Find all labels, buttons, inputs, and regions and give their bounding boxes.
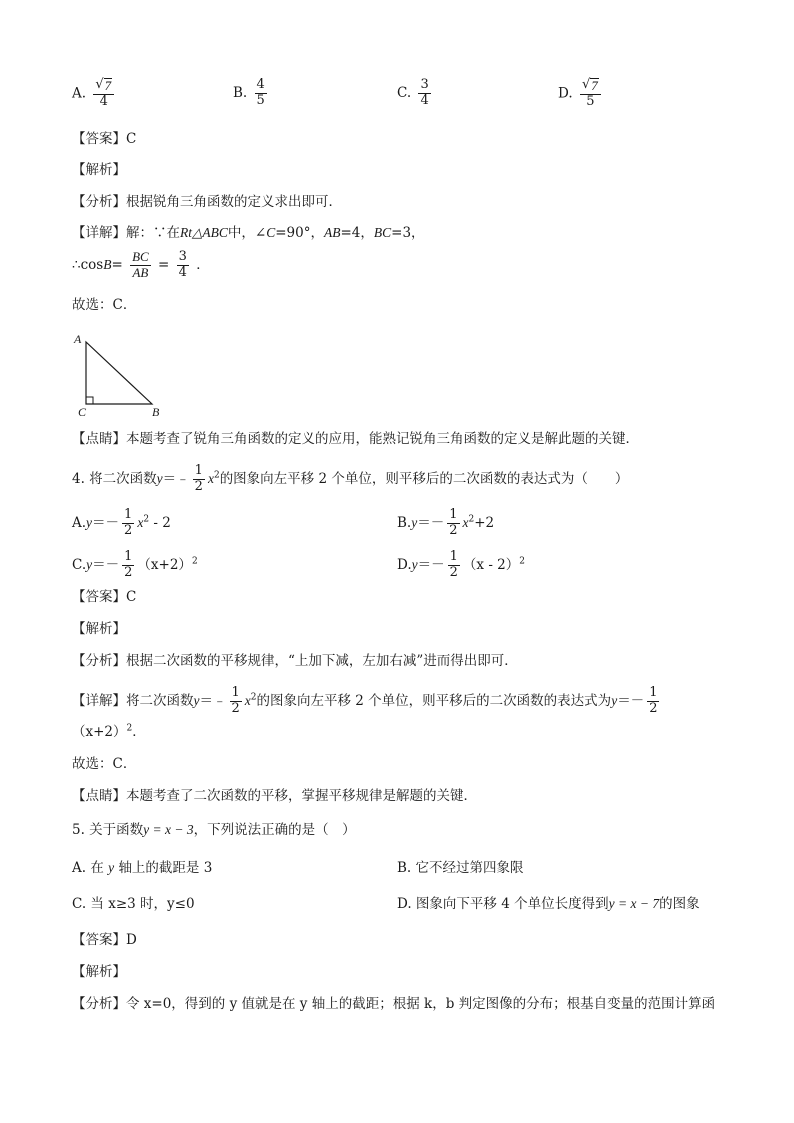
q3-option-a — [72, 78, 117, 110]
vertex-b-label: B — [152, 405, 160, 419]
option-label: A. — [72, 85, 87, 102]
fraction: $\frac{4}{5}$ — [256, 77, 265, 108]
q5-fenxi: 【分析】令 x=0，得到的 y 值就是在 y 轴上的截距；根据 k，b 判定图像的分布；根基自变量的范围计算函 — [72, 996, 716, 1012]
q3-cos-formula: ∴cosB= $\frac{BC}{AB}$ = $\frac{3}{4}$ ． — [72, 249, 210, 280]
fraction: $\frac{1}{2}$ — [124, 507, 133, 538]
triangle-shape — [86, 342, 152, 404]
option-label: B. — [233, 84, 248, 101]
q4-fenxi: 【分析】根据二次函数的平移规律，“上加下减，左加右减”进而得出即可． — [72, 653, 518, 669]
q4-answer: 【答案】C — [72, 589, 137, 605]
q5-option-a: A. 在 y 轴上的截距是 3 — [72, 860, 213, 876]
right-angle-mark — [86, 397, 93, 404]
fraction: √ 7 5 — [580, 78, 601, 110]
q4-stem: 4. 将二次函数y＝﹣ $\frac{1}{2}$ $x^2$的图象向左平移 2 个单位，则平移后的二次函数的表达式为（ ） — [72, 463, 629, 494]
q3-xiangjie: 【详解】解：∵在Rt△ABC中，∠C=90°，AB=4，BC=3， — [72, 225, 425, 241]
q3-option-c — [397, 78, 434, 109]
q4-option-c: C.y＝－ $\frac{1}{2}$ $(x+2)^2$ — [72, 549, 198, 580]
q4-option-a: A.y＝－ $\frac{1}{2}$ $x^2 - 2$ — [72, 507, 171, 538]
fraction: $\frac{1}{2}$ — [194, 463, 203, 494]
fraction: √ 7 4 — [93, 78, 114, 110]
fraction: $\frac{1}{2}$ — [449, 549, 458, 580]
q4-jiexi: 【解析】 — [72, 621, 126, 637]
vertex-c-label: C — [78, 405, 87, 419]
fraction: $\frac{1}{2}$ — [124, 549, 133, 580]
q4-option-b: B.y＝－ $\frac{1}{2}$ $x^2+2$ — [397, 507, 495, 538]
q3-jiexi: 【解析】 — [72, 162, 126, 178]
fraction: $\frac{3}{4}$ — [178, 249, 187, 280]
q3-option-d — [558, 78, 604, 110]
q3-answer: 【答案】C — [72, 131, 137, 147]
vertex-a-label: A — [74, 332, 82, 346]
q3-fenxi: 【分析】根据锐角三角函数的定义求出即可． — [72, 194, 342, 210]
q4-dianjing: 【点睛】本题考查了二次函数的平移，掌握平移规律是解题的关键． — [72, 788, 477, 804]
option-label: C. — [397, 84, 412, 101]
q3-guxuan: 故选：C． — [72, 297, 137, 313]
q4-guxuan: 故选：C． — [72, 756, 137, 772]
q4-xiangjie: 【详解】将二次函数y＝﹣ $\frac{1}{2}$ $x^2$的图象向左平移 2 个单位，则平移后的二次函数的表达式为y＝－ $\frac{1}{2}$ — [72, 685, 658, 716]
q4-xiangjie-line2: $(x+2)^2$． — [72, 723, 146, 740]
fraction: $\frac{1}{2}$ — [449, 507, 458, 538]
q3-option-b — [233, 78, 270, 109]
right-triangle-diagram — [70, 330, 170, 420]
fraction: $\frac{1}{2}$ — [231, 685, 240, 716]
q5-option-b: B. 它不经过第四象限 — [397, 860, 524, 876]
q5-jiexi: 【解析】 — [72, 964, 126, 980]
q4-option-d: D.y＝－ $\frac{1}{2}$ （x - 2）$^2$ — [397, 549, 526, 580]
q5-option-c: C. 当 x≥3 时，y≤0 — [72, 896, 195, 912]
option-label: D. — [558, 85, 573, 102]
q5-option-d: D. 图象向下平移 4 个单位长度得到y = x − 7的图象 — [397, 896, 700, 912]
sqrt: √ 7 — [581, 77, 598, 93]
fraction: $\frac{3}{4}$ — [420, 77, 429, 108]
fraction: $\frac{1}{2}$ — [649, 685, 658, 716]
sqrt: √ 7 — [95, 77, 112, 93]
q5-stem: 5. 关于函数y = x − 3，下列说法正确的是（ ） — [72, 822, 356, 838]
q3-dianjing: 【点睛】本题考查了锐角三角函数的定义的应用，能熟记锐角三角函数的定义是解此题的关键． — [72, 431, 639, 447]
q5-answer: 【答案】D — [72, 932, 137, 948]
fraction: $\frac{BC}{AB}$ — [132, 249, 149, 280]
